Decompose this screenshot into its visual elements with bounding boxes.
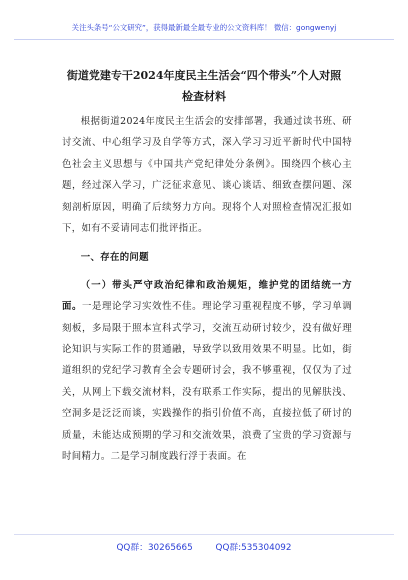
title-line-2: 检查材料: [182, 90, 226, 103]
header-banner: 关注头条号“公文研究”，获得最新最全最专业的公文资料库！ 微信：gongwenyj: [71, 23, 337, 32]
document-body: [62, 111, 352, 468]
header-divider: [14, 39, 394, 40]
subsection-text: 一是理论学习实效性不佳。理论学习重视程度不够，学习单调刻板，多局限于照本宣科式学习，交流互动研讨较少，没有做好理论知识与实际工作的贯通融，导致学以致用效果不明显。比如，街道组织的党纪学习教育全会专题研讨会，我不够重视，仅仅为了过关，从网上下载交流材料，没有联系工作实际，提出的见解肤浅、空洞多是泛泛而谈，实践操作的指引价值不高，直接拉低了研讨的质量，未能达成预期的学习和交流效果，浪费了宝贵的学习资源与时间精力。二是学习制度践行浮于表面。在: [62, 301, 353, 463]
section-heading: 一、存在的问题: [80, 252, 149, 264]
title-line-1: 街道党建专干2024年度民主生活会“四个带头”个人对照: [66, 69, 342, 82]
footer: [0, 540, 408, 553]
footer-qq-1: QQ群：30265665: [116, 543, 193, 553]
footer-divider: [14, 534, 394, 535]
footer-qq-2: QQ群:535304092: [215, 543, 292, 553]
intro-paragraph: 根据街道2024年度民主生活会的安排部署，我通过读书班、研讨交流、中心组学习及自学等方式，深入学习习近平新时代中国特色社会主义思想与《中国共产党纪律处分条例》。围绕四个核心主题，经过深入学习，广泛征求意见、谈心谈话、细致查摆问题、深刻剖析原因，明确了后续努力方向。现将个人对照检查情况汇报如下，如有不妥请同志们批评指正。: [62, 116, 352, 235]
subsection-heading: （一）带头严守政治纪律和政治规矩，维护党的团结统一方面。: [62, 279, 352, 313]
subsection-paragraph: [62, 275, 352, 468]
document-title: [40, 65, 368, 107]
